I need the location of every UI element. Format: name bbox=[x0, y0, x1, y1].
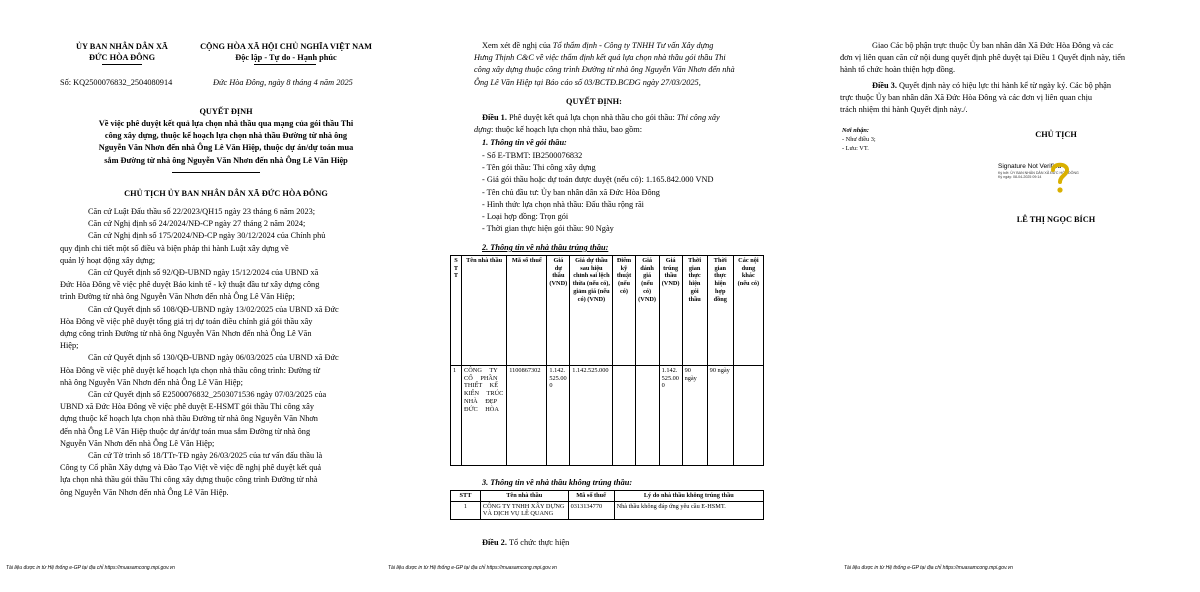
recipient-item: - Như điều 3; bbox=[842, 136, 876, 143]
col-header: Giá trúng thầu (VND) bbox=[659, 256, 682, 366]
article-1-text: Phê duyệt kết quả lựa chọn nhà thầu cho gói thầu: bbox=[508, 113, 677, 122]
place-and-date: Đức Hòa Đông, ngày 8 tháng 4 năm 2025 bbox=[213, 78, 353, 87]
legal-basis-line: Hiệp; bbox=[60, 341, 79, 351]
article-3-line: trực thuộc Ủy ban nhân dân Xã Đức Hòa Đông và các đơn vị liên quan chịu bbox=[840, 93, 1093, 103]
digital-signature-block bbox=[998, 163, 1118, 180]
national-header bbox=[186, 41, 386, 63]
assignment-line: đơn vị liên quan căn cứ nội dung quyết định phê duyệt tại Điều 1 Quyết định này, tiến bbox=[840, 53, 1126, 63]
table-row bbox=[451, 501, 764, 519]
document-subject bbox=[54, 118, 398, 167]
legal-basis-line: Nguyễn Văn Nhơn đến nhà Ông Lê Văn Hiệp; bbox=[60, 438, 215, 448]
package-info-list bbox=[482, 150, 802, 235]
legal-basis-line: trình Đường từ nhà ông Nguyễn Văn Nhơn đến nhà Ông Lê Văn Hiệp; bbox=[60, 292, 295, 302]
assignment-line: hành tổ chức hoàn thiện hợp đồng. bbox=[840, 65, 956, 75]
legal-basis-line: quy định chi tiết một số điều và biện pháp thi hành Luật xây dựng về bbox=[60, 243, 289, 253]
subject-underline bbox=[172, 172, 260, 173]
recipients bbox=[842, 126, 876, 153]
col-header: Điểm kỹ thuật (nếu có) bbox=[613, 256, 635, 366]
table-cell: 0313134770 bbox=[568, 501, 614, 519]
intro-line: Hưng Thịnh C&C về việc thẩm định kết quả lựa chọn nhà thầu gói thầu Thi bbox=[474, 53, 726, 63]
page-2 bbox=[388, 0, 800, 592]
legal-basis-line: Căn cứ Quyết định số 130/QĐ-UBND ngày 06/03/2025 của UBND xã Đức bbox=[88, 353, 339, 363]
table-header-row bbox=[451, 256, 764, 366]
national-name: CỘNG HÒA XÃ HỘI CHỦ NGHĨA VIỆT NAM bbox=[200, 42, 372, 51]
page-3 bbox=[800, 0, 1200, 592]
col-header: Thời gian thực hiện gói thầu bbox=[682, 256, 707, 366]
table-cell bbox=[635, 366, 659, 466]
review-intro bbox=[474, 40, 796, 89]
signature-detail-line: Ký ngày: 08-04-2025 09:14 bbox=[998, 175, 1042, 180]
legal-basis-line: nhà ông Nguyễn Văn Nhơn đến nhà Ông Lê Văn Hiệp; bbox=[60, 377, 243, 387]
article-1-package: Thi công xây bbox=[676, 113, 720, 122]
col-header: Lý do nhà thầu không trúng thầu bbox=[614, 491, 763, 502]
legal-basis-line: quản lý hoạt động xây dựng; bbox=[60, 255, 156, 265]
col-header: Các nội dung khác (nếu có) bbox=[733, 256, 763, 366]
assignment-paragraph bbox=[840, 40, 1176, 77]
legal-basis-line: UBND xã Đức Hòa Đông về việc phê duyệt E-HSMT gói thầu Thi công xây bbox=[60, 402, 314, 412]
legal-basis-line: Đức Hòa Đông về việc phê duyệt Báo kinh tế - kỹ thuật đầu tư xây dựng công bbox=[60, 280, 320, 290]
article-3-line: trách nhiệm thi hành Quyết định này./. bbox=[840, 105, 968, 115]
legal-basis-line: Căn cứ Luật Đấu thầu số 22/2023/QH15 ngày 23 tháng 6 năm 2023; bbox=[88, 207, 316, 216]
document-number: Số: KQ2500076832_2504080914 bbox=[60, 78, 173, 87]
signature-question-mark-icon bbox=[1048, 161, 1072, 195]
article-2 bbox=[482, 537, 569, 549]
col-header: Tên nhà thầu bbox=[462, 256, 507, 366]
col-header: Giá đánh giá (nếu có) (VND) bbox=[635, 256, 659, 366]
losing-bidder-table bbox=[450, 490, 764, 520]
assignment-line: Giao Các bộ phận trực thuộc Ủy ban nhân dân Xã Đức Hòa Đông và các bbox=[872, 41, 1114, 50]
subject-line: Về việc phê duyệt kết quả lựa chọn nhà thầu qua mạng của gói thầu Thi bbox=[98, 119, 354, 128]
article-1-package-cont: dựng bbox=[474, 125, 491, 135]
winning-bidder-table bbox=[450, 255, 764, 466]
legal-basis-line: Công ty Cổ phần Xây dựng và Đào Tạo Việt về việc đề nghị phê duyệt kết quả bbox=[60, 463, 322, 473]
article-1-line-1 bbox=[474, 112, 804, 124]
legal-basis-line: lựa chọn nhà thầu gói thầu Thi công xây dựng thuộc công trình Đường từ nhà bbox=[60, 475, 318, 485]
table-cell: 1.142.525.000 bbox=[547, 366, 570, 466]
table-cell: 1100867302 bbox=[507, 366, 547, 466]
intro-text: Xem xét đề nghị của bbox=[482, 41, 553, 50]
table-cell: 1.142.525.000 bbox=[570, 366, 613, 466]
legal-basis-line: Căn cứ Quyết định số 92/QĐ-UBND ngày 15/12/2024 của UBND xã bbox=[88, 268, 319, 278]
subject-line: Nguyễn Văn Nhơn đến nhà Ông Lê Văn Hiệp, thuộc dự án/dự toán mua bbox=[98, 143, 354, 153]
signer-name: LÊ THỊ NGỌC BÍCH bbox=[1016, 215, 1096, 224]
table-cell: CÔNG TY CỔ PHẦN THIẾT KẾ KIẾN TRÚC NHÀ ĐẸP ĐỨC HÒA bbox=[462, 366, 507, 466]
national-motto: Độc lập - Tự do - Hạnh phúc bbox=[235, 53, 337, 62]
table-cell: Nhà thầu không đáp ứng yêu cầu E-HSMT. bbox=[614, 501, 763, 519]
article-1-label: Điều 1. bbox=[482, 113, 509, 122]
table-cell bbox=[733, 366, 763, 466]
intro-line: Ông Lê Văn Hiệp tại Báo cáo số 03/BCTĐ.BCĐG ngày 27/03/2025, bbox=[474, 77, 701, 87]
intro-line: công xây dựng thuộc công trình Đường từ nhà ông Nguyễn Văn Nhơn đến nhà bbox=[474, 65, 735, 75]
package-info-item: - Tên gói thầu: Thi công xây dựng bbox=[482, 163, 596, 173]
legal-basis-line: dựng công trình Đường từ nhà ông Nguyễn Văn Nhơn đến nhà Ông Lê Văn bbox=[60, 329, 312, 339]
package-info-item: - Loại hợp đồng: Trọn gói bbox=[482, 212, 569, 222]
footer-note: Tài liệu được in từ Hệ thống e-GP tại địa chỉ https://muasamcong.mpi.gov.vn bbox=[6, 565, 175, 571]
motto-underline bbox=[254, 64, 316, 65]
document-title: QUYẾT ĐỊNH bbox=[199, 107, 253, 116]
col-header: Tên nhà thầu bbox=[480, 491, 568, 502]
subject-line: công xây dựng, thuộc kế hoạch lựa chọn nhà thầu Đường từ nhà ông bbox=[104, 131, 348, 141]
table-cell bbox=[613, 366, 635, 466]
article-3-label: Điều 3. bbox=[872, 81, 897, 90]
package-info-item: - Tên chủ đầu tư: Ủy ban nhân dân xã Đức Hòa Đông bbox=[482, 187, 660, 197]
package-info-item: - Hình thức lựa chọn nhà thầu: Đấu thầu rộng rãi bbox=[482, 199, 644, 209]
table-row bbox=[451, 366, 764, 466]
legal-bases bbox=[60, 206, 382, 499]
col-header: Mã số thuế bbox=[507, 256, 547, 366]
legal-basis-line: ông Nguyễn Văn Nhơn đến nhà Ông Lê Văn Hiệp. bbox=[60, 487, 229, 497]
signer-title: CHỦ TỊCH bbox=[1035, 130, 1077, 139]
col-header: STT bbox=[451, 256, 462, 366]
package-info-item: - Giá gói thầu hoặc dự toán được duyệt (nếu có): 1.165.842.000 VND bbox=[482, 175, 714, 185]
article-3 bbox=[840, 80, 1176, 117]
recipient-item: - Lưu: VT. bbox=[842, 145, 869, 152]
col-header: Mã số thuế bbox=[568, 491, 614, 502]
page-1 bbox=[0, 0, 400, 592]
article-2-label: Điều 2. bbox=[482, 538, 509, 547]
col-header: Thời gian thực hiện hợp đồng bbox=[707, 256, 733, 366]
table-cell: CÔNG TY TNHH XÂY DỰNG VÀ DỊCH VỤ LÊ QUANG bbox=[480, 501, 568, 519]
issuer-line-1: ỦY BAN NHÂN DÂN XÃ bbox=[76, 42, 168, 51]
intro-line bbox=[474, 40, 796, 52]
table-cell: 1 bbox=[451, 366, 462, 466]
legal-basis-line: Hòa Đông về việc phê duyệt kế hoạch lựa chọn nhà thầu công trình: Đường từ bbox=[60, 365, 321, 375]
article-1 bbox=[474, 112, 804, 136]
legal-basis-line: Hòa Đông về việc phê duyệt tổng giá trị dự toán điều chỉnh giá gói thầu xây bbox=[60, 316, 313, 326]
col-header: STT bbox=[451, 491, 481, 502]
issuer-underline bbox=[102, 64, 142, 65]
section-package-info: 1. Thông tin về gói thầu: bbox=[482, 138, 567, 147]
article-1-text-cont: : thuộc kế hoạch lựa chọn nhà thầu, bao gồm: bbox=[490, 125, 643, 135]
table-header-row bbox=[451, 491, 764, 502]
article-3-line bbox=[840, 80, 1176, 92]
authority-heading: CHỦ TỊCH ỦY BAN NHÂN DÂN XÃ ĐỨC HÒA ĐÔNG bbox=[124, 189, 328, 198]
article-1-line-2 bbox=[474, 124, 804, 136]
legal-basis-line: đến nhà Ông Lê Văn Hiệp thuộc dự án/dự toán mua sắm Đường từ nhà ông bbox=[60, 426, 311, 436]
table-cell: 1.142.525.000 bbox=[659, 366, 682, 466]
article-3-text: Quyết định này có hiệu lực thi hành kể từ ngày ký. Các bộ phận bbox=[896, 81, 1111, 90]
subject-line: sắm Đường từ nhà ông Nguyễn Văn Nhơn đến nhà Ông Lê Văn Hiệp bbox=[104, 155, 348, 165]
signature-detail-line: Ký bởi: ỦY BAN NHÂN DÂN XÃ ĐỨC HÒA ĐÔNG bbox=[998, 171, 1079, 175]
package-info-item: - Số E-TBMT: IB2500076832 bbox=[482, 151, 583, 160]
legal-basis-line: Căn cứ Nghị định số 24/2024/NĐ-CP ngày 27 tháng 2 năm 2024; bbox=[88, 219, 306, 229]
legal-basis-line: Căn cứ Quyết định số E2500076832_2503071536 ngày 07/03/2025 của bbox=[88, 390, 327, 400]
issuer-line-2: ĐỨC HÒA ĐÔNG bbox=[88, 53, 156, 62]
footer-note: Tài liệu được in từ Hệ thống e-GP tại địa chỉ https://muasamcong.mpi.gov.vn bbox=[388, 565, 557, 571]
section-winning-bidder: 2. Thông tin về nhà thầu trúng thầu: bbox=[482, 243, 609, 252]
table-cell: 1 bbox=[451, 501, 481, 519]
legal-basis-line: Căn cứ Nghị định số 175/2024/NĐ-CP ngày 30/12/2024 của Chính phủ bbox=[88, 231, 326, 241]
footer-note: Tài liệu được in từ Hệ thống e-GP tại địa chỉ https://muasamcong.mpi.gov.vn bbox=[844, 565, 1013, 571]
signature-status: Signature Not Verified bbox=[998, 163, 1062, 170]
intro-italic: Tổ thẩm định - Công ty TNHH Tư vấn Xây dựng bbox=[552, 41, 714, 50]
legal-basis-line: Căn cứ Quyết định số 108/QĐ-UBND ngày 13/02/2025 của UBND xã Đức bbox=[88, 304, 339, 314]
col-header: Giá dự thầu sau hiệu chỉnh sai lệch thừa (nếu có), giảm giá (nếu có) (VND) bbox=[570, 256, 613, 366]
legal-basis-line: Căn cứ Tờ trình số 18/TTr-TĐ ngày 26/03/2025 của tư vấn đấu thầu là bbox=[88, 451, 323, 461]
package-info-item: - Thời gian thực hiện gói thầu: 90 Ngày bbox=[482, 224, 614, 234]
table-cell: 90 ngày bbox=[707, 366, 733, 466]
table-cell: 90 ngày bbox=[682, 366, 707, 466]
decision-heading: QUYẾT ĐỊNH: bbox=[566, 97, 622, 106]
section-losing-bidder: 3. Thông tin về nhà thầu không trúng thầu: bbox=[482, 478, 633, 487]
legal-basis-line: dựng thuộc kế hoạch lựa chọn nhà thầu Đường từ nhà ông Nguyễn Văn Nhơn bbox=[60, 414, 318, 424]
recipients-title: Nơi nhận: bbox=[842, 127, 870, 134]
article-2-text: Tổ chức thực hiện bbox=[508, 538, 570, 547]
col-header: Giá dự thầu (VND) bbox=[547, 256, 570, 366]
issuer-header bbox=[52, 41, 192, 63]
